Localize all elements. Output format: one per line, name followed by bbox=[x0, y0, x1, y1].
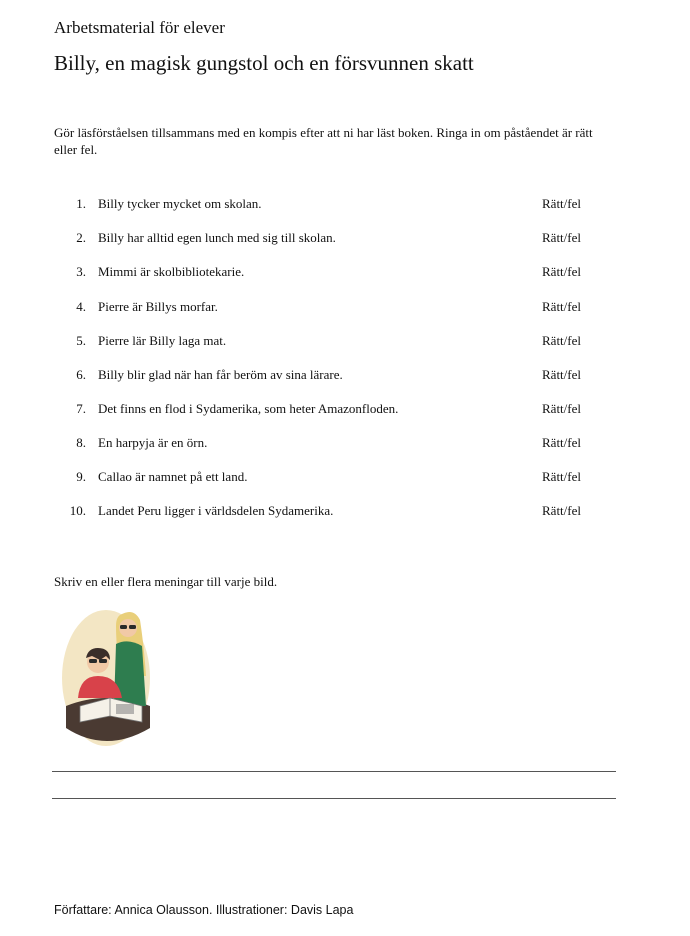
question-number: 1. bbox=[76, 196, 86, 211]
illustration-reading-book bbox=[60, 606, 154, 746]
question-answer-options[interactable]: Rätt/fel bbox=[542, 503, 581, 518]
question-answer-options[interactable]: Rätt/fel bbox=[542, 367, 581, 382]
question-text: Det finns en flod i Sydamerika, som heter Amazonfloden. bbox=[98, 401, 399, 416]
question-item bbox=[0, 503, 690, 523]
question-text: Billy har alltid egen lunch med sig till skolan. bbox=[98, 230, 336, 245]
question-text: Mimmi är skolbibliotekarie. bbox=[98, 264, 245, 279]
question-item bbox=[0, 196, 690, 216]
question-number: 6. bbox=[76, 367, 86, 382]
question-answer-options[interactable]: Rätt/fel bbox=[542, 264, 581, 279]
answer-line-2[interactable] bbox=[52, 798, 616, 799]
question-text: Billy tycker mycket om skolan. bbox=[98, 196, 262, 211]
intro-paragraph: Gör läsförståelsen tillsammans med en kompis efter att ni har läst boken. Ringa in om påståendet är rätt eller fel. bbox=[54, 125, 593, 157]
question-number: 5. bbox=[76, 333, 86, 348]
question-number: 3. bbox=[76, 264, 86, 279]
question-item bbox=[0, 469, 690, 489]
question-answer-options[interactable]: Rätt/fel bbox=[542, 299, 581, 314]
question-text: Billy blir glad när han får beröm av sina lärare. bbox=[98, 367, 343, 382]
question-item bbox=[0, 264, 690, 284]
question-item bbox=[0, 367, 690, 387]
question-answer-options[interactable]: Rätt/fel bbox=[542, 230, 581, 245]
question-item bbox=[0, 230, 690, 250]
question-number: 4. bbox=[76, 299, 86, 314]
question-number: 7. bbox=[76, 401, 86, 416]
question-text: Landet Peru ligger i världsdelen Sydamerika. bbox=[98, 503, 334, 518]
question-item bbox=[0, 299, 690, 319]
question-answer-options[interactable]: Rätt/fel bbox=[542, 469, 581, 484]
question-text: Pierre är Billys morfar. bbox=[98, 299, 218, 314]
credits-footer: Författare: Annica Olausson. Illustrationer: Davis Lapa bbox=[54, 903, 354, 917]
question-text: Pierre lär Billy laga mat. bbox=[98, 333, 227, 348]
question-text: Callao är namnet på ett land. bbox=[98, 469, 248, 484]
question-number: 8. bbox=[76, 435, 86, 450]
answer-line-1[interactable] bbox=[52, 771, 616, 772]
question-item bbox=[0, 401, 690, 421]
question-text: En harpyja är en örn. bbox=[98, 435, 208, 450]
question-answer-options[interactable]: Rätt/fel bbox=[542, 435, 581, 450]
question-answer-options[interactable]: Rätt/fel bbox=[542, 401, 581, 416]
question-number: 2. bbox=[76, 230, 86, 245]
writing-instruction: Skriv en eller flera meningar till varje bild. bbox=[54, 574, 278, 589]
worksheet-subtitle: Arbetsmaterial för elever bbox=[54, 18, 225, 37]
question-answer-options[interactable]: Rätt/fel bbox=[542, 196, 581, 211]
page-title: Billy, en magisk gungstol och en försvunnen skatt bbox=[54, 51, 474, 75]
question-number: 10. bbox=[69, 503, 86, 518]
question-item bbox=[0, 435, 690, 455]
question-answer-options[interactable]: Rätt/fel bbox=[542, 333, 581, 348]
question-number: 9. bbox=[76, 469, 86, 484]
question-item bbox=[0, 333, 690, 353]
